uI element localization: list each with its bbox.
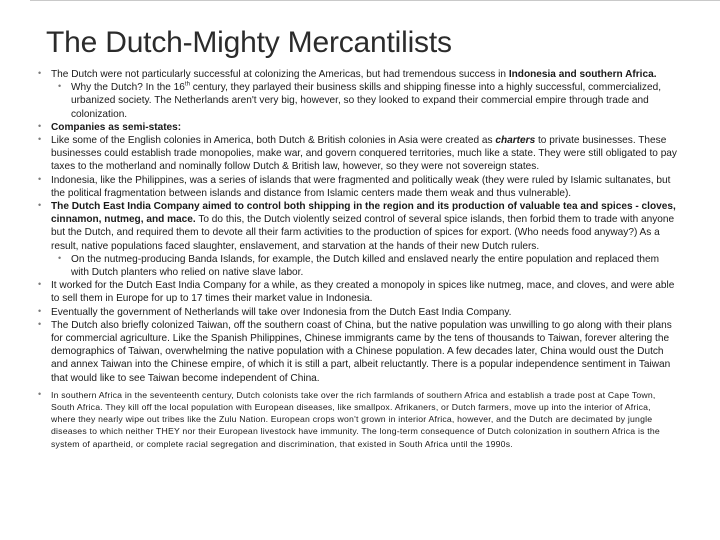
bullet-icon: • bbox=[58, 81, 62, 92]
bullet-icon: • bbox=[38, 120, 42, 131]
bullet-text: It worked for the Dutch East India Company for a while, as they created a monopoly in spices like nutmeg, mace, and cloves, and were able to sell them in Europe for up to 17 times their market value in Indonesia. bbox=[51, 280, 675, 305]
subbullet-text: Why the Dutch? In the 16 bbox=[71, 82, 185, 94]
bullet-icon: • bbox=[38, 173, 42, 184]
bullet-text: The Dutch were not particularly successful at colonizing the Americas, but had tremendous success in bbox=[51, 69, 509, 80]
bullet-east-india-company bbox=[38, 200, 678, 253]
bullet-icon: • bbox=[38, 134, 42, 145]
subbullet-text-cont: century, they parlayed their business skills and shipping finesse into a highly successful, commercialized, urbanized society. The Netherlands aren't very big, however, so they looked to expand their commercial empire through trade and colonization. bbox=[71, 82, 662, 120]
bullet-icon: • bbox=[38, 68, 42, 78]
bullet-text-emphasis: charters bbox=[495, 135, 536, 147]
superscript-th: th bbox=[184, 81, 190, 88]
bullet-charters bbox=[38, 134, 678, 174]
bullet-icon: • bbox=[38, 279, 42, 290]
subbullet-why-dutch bbox=[38, 81, 678, 121]
bullet-icon: • bbox=[38, 388, 42, 399]
bullet-dutch-success bbox=[38, 68, 678, 81]
subbullet-banda-islands bbox=[38, 253, 678, 279]
bullet-semi-states bbox=[38, 121, 678, 134]
slide-title: The Dutch-Mighty Mercantilists bbox=[46, 26, 452, 59]
slide-body bbox=[38, 68, 678, 450]
bullet-text-cont: To do this, the Dutch violently seized control of several spice islands, then forbid them to trade with anyone but the Dutch, and required them to devote all their farm activities to the production of spices for export. (Who needs food anyway?) As a result, native populations faced slaughter, enslavement, and starvation at the hands of their new Dutch rulers. bbox=[51, 214, 675, 252]
bullet-text: Eventually the government of Netherlands will take over Indonesia from the Dutch East India Company. bbox=[51, 306, 512, 318]
bullet-text-bold: Companies as semi-states: bbox=[51, 121, 182, 133]
bullet-indonesia bbox=[38, 174, 678, 200]
bullet-text-cont: to private businesses. These businesses could establish trade monopolies, make war, and govern conquered territories, much like a state. They were still obligated to pay taxes to the motherland and nominally follow Dutch & British law, however, so they were not sovereign states. bbox=[51, 135, 677, 173]
bullet-text: The Dutch also briefly colonized Taiwan, off the southern coast of China, but the native population was unwilling to go along with their plans for commercial agriculture. Like the Spanish Philippines, Chinese immigrants came by the tens of thousands to Taiwan, forever altering the demographics of Taiwan, overwhelming the native population with a Chinese population. A few decades later, China would oust the Dutch and annex Taiwan into the Chinese empire, of which it is still a part, albeit reluctantly. There is a popular independence sentiment in Taiwan that would like to see Taiwan become independent of China. bbox=[51, 319, 672, 384]
bullet-text-bold: The Dutch East India Company aimed to control both shipping in the region and its production of valuable tea and spices - cloves, cinnamon, nutmeg, and mace. bbox=[51, 201, 676, 226]
bullet-icon: • bbox=[58, 252, 62, 263]
bullet-icon: • bbox=[38, 200, 42, 211]
bullet-southern-africa bbox=[38, 389, 678, 450]
bullet-spice-monopoly bbox=[38, 279, 678, 305]
top-divider bbox=[30, 0, 720, 1]
bullet-icon: • bbox=[38, 318, 42, 329]
bullet-taiwan bbox=[38, 319, 678, 385]
bullet-icon: • bbox=[38, 305, 42, 316]
bullet-text: Indonesia, like the Philippines, was a series of islands that were fragmented and politically weak (they were ruled by Islamic sultanates, but the political fragmentation between islands and distance from Islamic centers made them weak and thus vulnerable). bbox=[51, 174, 671, 199]
bullet-government-takeover bbox=[38, 306, 678, 319]
bullet-text: In southern Africa in the seventeenth century, Dutch colonists take over the rich farmlands of southern Africa and establish a trade post at Cape Town, South Africa. They kill off the local population with European diseases, like smallpox. Afrikaners, or Dutch farmers, move up into the interior of Africa, where they nearly wipe out tribes like the Zulu Nation. European crops won't grown in interior Africa, however, and the Dutch are decimated by jungle diseases to which neither THEY nor their European livestock have immunity. The long-term consequence of Dutch colonization in southern Africa is the system of apartheid, or complete racial segregation and discrimination, that existed in South Africa until the 1990s. bbox=[51, 389, 660, 449]
subbullet-text: On the nutmeg-producing Banda Islands, for example, the Dutch killed and enslaved nearly the entire population and replaced them with Dutch planters who relied on native slave labor. bbox=[71, 253, 660, 279]
bullet-text: Like some of the English colonies in America, both Dutch & British colonies in Asia were created as bbox=[51, 135, 496, 147]
bullet-text-bold: Indonesia and southern Africa. bbox=[508, 69, 657, 80]
